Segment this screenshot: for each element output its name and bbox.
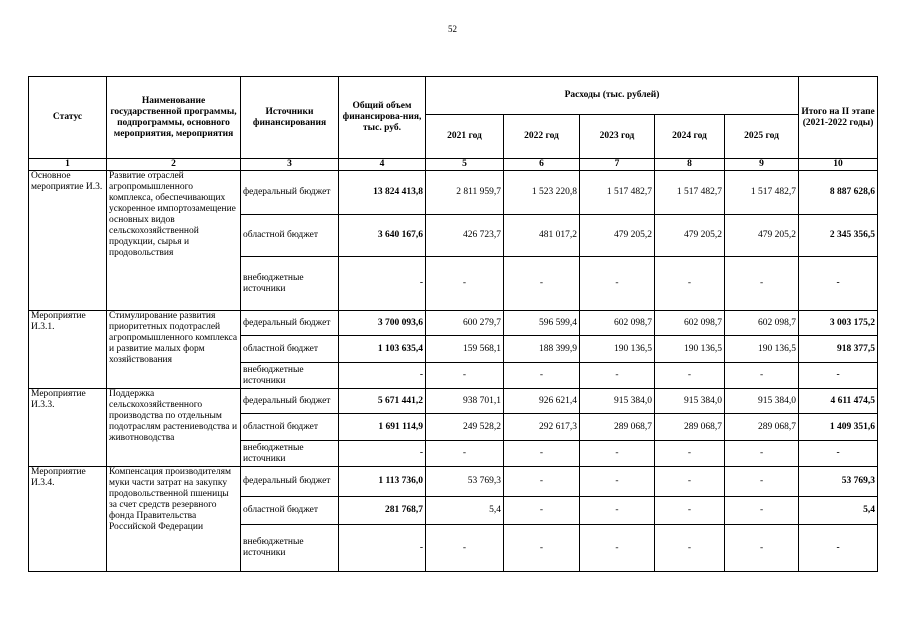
- cell-y2022: -: [504, 467, 580, 497]
- row-status: Мероприятие И.3.3.: [29, 389, 107, 467]
- page-number: 52: [448, 24, 457, 34]
- cell-y2021: 426 723,7: [426, 215, 504, 257]
- cell-y2021: -: [426, 441, 504, 467]
- cell-y2025: 1 517 482,7: [725, 171, 799, 215]
- row-status: Мероприятие И.3.4.: [29, 467, 107, 572]
- row-measure-name: Поддержка сельскохозяйственного производства по отдельным подотраслям растениеводства и животноводства: [107, 389, 241, 467]
- cell-y2023: -: [580, 497, 655, 525]
- column-number: 5: [426, 159, 504, 171]
- cell-y2022: 292 617,3: [504, 414, 580, 441]
- header-stage-total: Итого на II этапе (2021-2022 годы): [799, 77, 878, 159]
- header-year-2021: 2021 год: [426, 115, 504, 159]
- row-funding-source: областной бюджет: [241, 336, 339, 363]
- cell-total: -: [339, 441, 426, 467]
- cell-total: 13 824 413,8: [339, 171, 426, 215]
- cell-y2024: 1 517 482,7: [655, 171, 725, 215]
- cell-y2021: 938 701,1: [426, 389, 504, 414]
- cell-stage: 918 377,5: [799, 336, 878, 363]
- cell-y2025: -: [725, 257, 799, 311]
- cell-y2022: -: [504, 525, 580, 572]
- cell-total: 281 768,7: [339, 497, 426, 525]
- cell-y2022: -: [504, 257, 580, 311]
- cell-y2021: -: [426, 363, 504, 389]
- cell-y2024: -: [655, 497, 725, 525]
- cell-y2023: 915 384,0: [580, 389, 655, 414]
- cell-total: -: [339, 525, 426, 572]
- cell-y2022: -: [504, 441, 580, 467]
- cell-y2024: 289 068,7: [655, 414, 725, 441]
- cell-y2022: -: [504, 363, 580, 389]
- cell-total: 1 103 635,4: [339, 336, 426, 363]
- cell-stage: 5,4: [799, 497, 878, 525]
- row-funding-source: областной бюджет: [241, 497, 339, 525]
- header-sources: Источники финансирования: [241, 77, 339, 159]
- cell-y2025: 602 098,7: [725, 311, 799, 336]
- cell-y2023: 289 068,7: [580, 414, 655, 441]
- cell-y2021: 2 811 959,7: [426, 171, 504, 215]
- cell-y2021: 5,4: [426, 497, 504, 525]
- cell-stage: 2 345 356,5: [799, 215, 878, 257]
- header-total-volume: Общий объем финансирова-ния, тыс. руб.: [339, 77, 426, 159]
- row-funding-source: федеральный бюджет: [241, 171, 339, 215]
- header-status: Статус: [29, 77, 107, 159]
- row-status: Мероприятие И.3.1.: [29, 311, 107, 389]
- cell-total: -: [339, 363, 426, 389]
- cell-stage: -: [799, 441, 878, 467]
- budget-table: [28, 76, 878, 572]
- row-funding-source: федеральный бюджет: [241, 389, 339, 414]
- column-number: 9: [725, 159, 799, 171]
- cell-y2023: -: [580, 441, 655, 467]
- cell-y2022: 926 621,4: [504, 389, 580, 414]
- cell-total: 3 640 167,6: [339, 215, 426, 257]
- cell-y2023: -: [580, 467, 655, 497]
- cell-y2025: -: [725, 441, 799, 467]
- row-status: Основное мероприятие И.3.: [29, 171, 107, 311]
- column-number: 1: [29, 159, 107, 171]
- table-row: [29, 311, 878, 336]
- cell-y2024: -: [655, 441, 725, 467]
- row-funding-source: федеральный бюджет: [241, 311, 339, 336]
- cell-y2024: -: [655, 525, 725, 572]
- row-funding-source: областной бюджет: [241, 215, 339, 257]
- cell-stage: 1 409 351,6: [799, 414, 878, 441]
- cell-y2024: 915 384,0: [655, 389, 725, 414]
- cell-y2025: 289 068,7: [725, 414, 799, 441]
- cell-y2024: 479 205,2: [655, 215, 725, 257]
- cell-y2025: -: [725, 525, 799, 572]
- row-funding-source: федеральный бюджет: [241, 467, 339, 497]
- cell-y2025: 190 136,5: [725, 336, 799, 363]
- header-year-2024: 2024 год: [655, 115, 725, 159]
- cell-y2024: -: [655, 257, 725, 311]
- row-funding-source: областной бюджет: [241, 414, 339, 441]
- cell-stage: -: [799, 257, 878, 311]
- header-year-2022: 2022 год: [504, 115, 580, 159]
- cell-y2021: -: [426, 257, 504, 311]
- cell-y2023: -: [580, 363, 655, 389]
- row-measure-name: Стимулирование развития приоритетных подотраслей агропромышленного комплекса и развитие малых форм хозяйствования: [107, 311, 241, 389]
- header-program-name: Наименование государственной программы, подпрограммы, основного мероприятия, мероприятия: [107, 77, 241, 159]
- cell-y2021: 600 279,7: [426, 311, 504, 336]
- cell-y2025: 915 384,0: [725, 389, 799, 414]
- cell-y2021: 53 769,3: [426, 467, 504, 497]
- cell-y2021: 249 528,2: [426, 414, 504, 441]
- cell-y2023: -: [580, 525, 655, 572]
- header-expenses: Расходы (тыс. рублей): [426, 77, 799, 115]
- table-row: [29, 171, 878, 215]
- cell-stage: 3 003 175,2: [799, 311, 878, 336]
- cell-y2022: 1 523 220,8: [504, 171, 580, 215]
- cell-stage: -: [799, 525, 878, 572]
- table-row: [29, 467, 878, 497]
- cell-y2024: -: [655, 467, 725, 497]
- cell-y2023: 1 517 482,7: [580, 171, 655, 215]
- cell-total: 5 671 441,2: [339, 389, 426, 414]
- cell-y2023: -: [580, 257, 655, 311]
- table-row: [29, 389, 878, 414]
- cell-total: 1 691 114,9: [339, 414, 426, 441]
- cell-stage: -: [799, 363, 878, 389]
- column-number: 4: [339, 159, 426, 171]
- row-funding-source: внебюджетные источники: [241, 363, 339, 389]
- cell-y2022: 596 599,4: [504, 311, 580, 336]
- cell-stage: 53 769,3: [799, 467, 878, 497]
- row-funding-source: внебюджетные источники: [241, 525, 339, 572]
- cell-y2023: 479 205,2: [580, 215, 655, 257]
- cell-y2021: -: [426, 525, 504, 572]
- column-number: 2: [107, 159, 241, 171]
- row-measure-name: Развитие отраслей агропромышленного комплекса, обеспечивающих ускоренное импортозамещение основных видов сельскохозяйственной продукции, сырья и продовольствия: [107, 171, 241, 311]
- header-year-2025: 2025 год: [725, 115, 799, 159]
- row-funding-source: внебюджетные источники: [241, 441, 339, 467]
- row-measure-name: Компенсация производителям муки части затрат на закупку продовольственной пшеницы за счет средств резервного фонда Правительства Российской Федерации: [107, 467, 241, 572]
- header-year-2023: 2023 год: [580, 115, 655, 159]
- column-number: 10: [799, 159, 878, 171]
- cell-total: 1 113 736,0: [339, 467, 426, 497]
- cell-y2025: -: [725, 467, 799, 497]
- cell-y2022: 481 017,2: [504, 215, 580, 257]
- column-number: 3: [241, 159, 339, 171]
- cell-y2021: 159 568,1: [426, 336, 504, 363]
- cell-total: 3 700 093,6: [339, 311, 426, 336]
- cell-y2024: -: [655, 363, 725, 389]
- cell-y2023: 190 136,5: [580, 336, 655, 363]
- cell-stage: 4 611 474,5: [799, 389, 878, 414]
- cell-y2023: 602 098,7: [580, 311, 655, 336]
- column-number: 6: [504, 159, 580, 171]
- cell-y2025: -: [725, 363, 799, 389]
- column-number: 8: [655, 159, 725, 171]
- column-number: 7: [580, 159, 655, 171]
- table-body: [29, 171, 878, 572]
- cell-y2025: 479 205,2: [725, 215, 799, 257]
- cell-y2024: 190 136,5: [655, 336, 725, 363]
- cell-y2024: 602 098,7: [655, 311, 725, 336]
- cell-total: -: [339, 257, 426, 311]
- cell-y2022: 188 399,9: [504, 336, 580, 363]
- row-funding-source: внебюджетные источники: [241, 257, 339, 311]
- cell-y2022: -: [504, 497, 580, 525]
- cell-stage: 8 887 628,6: [799, 171, 878, 215]
- cell-y2025: -: [725, 497, 799, 525]
